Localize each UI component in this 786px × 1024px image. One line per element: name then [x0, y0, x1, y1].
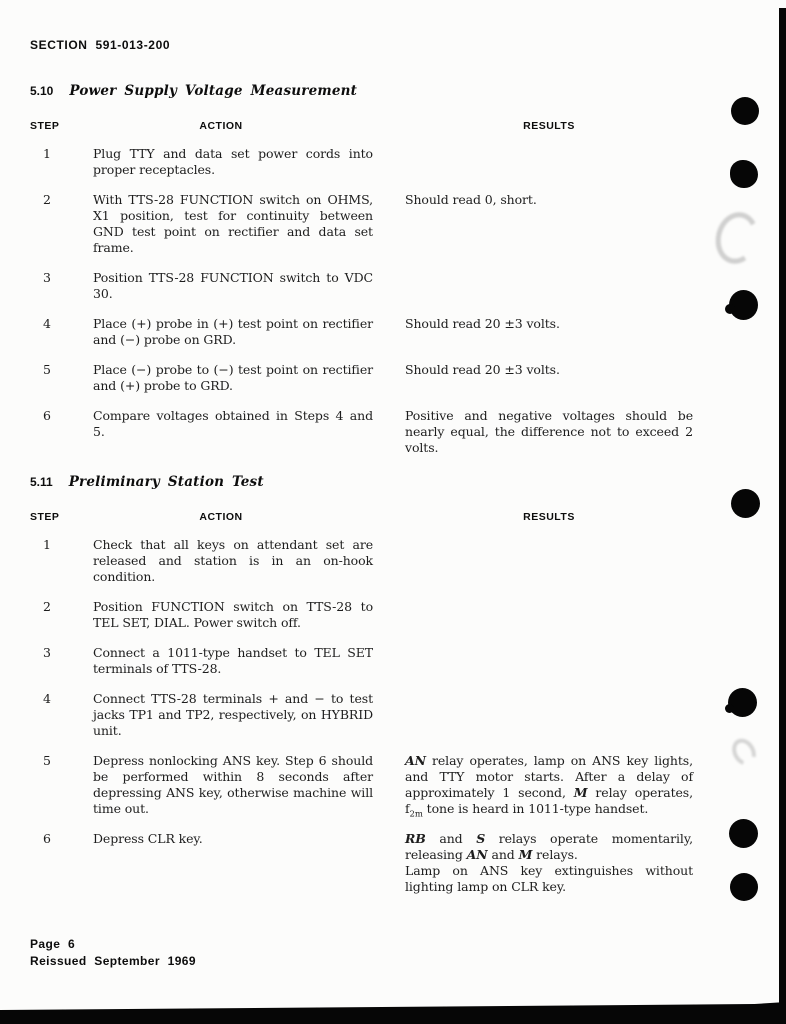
step-number: 5 [43, 753, 51, 768]
step-action: Check that all keys on attendant set are released and station is in an on-hook condition. [93, 537, 373, 584]
step-number: 3 [43, 645, 51, 660]
step-results [405, 645, 693, 677]
step-results [405, 599, 693, 631]
step-action: Place (+) probe in (+) test point on rectifier and (−) probe on GRD. [93, 316, 373, 347]
scan-edge-bottom [0, 1002, 786, 1024]
scan-edge-right [779, 8, 786, 1024]
smudge-mark [727, 734, 760, 769]
step-action: Connect TTS-28 terminals + and − to test jacks TP1 and TP2, respectively, on HYBRID unit. [93, 691, 373, 738]
step-action: Connect a 1011-type handset to TEL SET terminals of TTS-28. [93, 645, 373, 676]
column-header-results: RESULTS [523, 120, 575, 132]
section-heading-5-11 [30, 471, 693, 490]
document-section-id: SECTION 591-013-200 [30, 38, 171, 52]
section-title: Preliminary Station Test [68, 474, 264, 490]
punch-hole-mark [729, 290, 758, 320]
step-results [405, 270, 693, 302]
step-number: 4 [43, 691, 51, 706]
step-action: Depress CLR key. [93, 831, 203, 846]
step-number: 3 [43, 270, 51, 285]
table-row [30, 537, 693, 585]
step-action: Compare voltages obtained in Steps 4 and 5. [93, 408, 373, 439]
step-number: 1 [43, 537, 51, 552]
table-row [30, 691, 693, 739]
step-results [405, 691, 693, 739]
step-action: With TTS-28 FUNCTION switch on OHMS, X1 position, test for continuity between GND test point on rectifier and data set frame. [93, 192, 373, 255]
footer-reissue-date: Reissued September 1969 [30, 954, 196, 968]
step-number: 6 [43, 408, 51, 423]
step-action: Depress nonlocking ANS key. Step 6 should be performed within 8 seconds after depressing ANS key, otherwise machine will time out. [93, 753, 373, 816]
step-action: Plug TTY and data set power cords into proper receptacles. [93, 146, 373, 177]
column-header-action: ACTION [199, 511, 243, 523]
section-number: 5.11 [30, 475, 53, 489]
section-heading-5-10 [30, 80, 693, 99]
step-number: 6 [43, 831, 51, 846]
step-number: 4 [43, 316, 51, 331]
punch-hole-mark [729, 819, 758, 848]
step-number: 1 [43, 146, 51, 161]
column-header-action: ACTION [199, 120, 243, 132]
step-results: Should read 20 ±3 volts. [405, 316, 560, 331]
punch-hole-mark [728, 688, 757, 717]
table-row [30, 146, 693, 178]
column-header-step: STEP [30, 120, 60, 132]
table-row [30, 270, 693, 302]
table-row [30, 831, 693, 895]
column-header-results: RESULTS [523, 511, 575, 523]
step-results: RB and S relays operate momentarily, releasing AN and M relays. Lamp on ANS key extinguishes without lighting lamp on CLR key. [405, 831, 694, 894]
step-results: Positive and negative voltages should be nearly equal, the difference not to exceed 2 volts. [405, 408, 693, 455]
punch-hole-mark [731, 97, 759, 125]
step-action: Place (−) probe to (−) test point on rectifier and (+) probe to GRD. [93, 362, 373, 393]
table-row [30, 316, 693, 348]
smudge-mark [710, 208, 763, 269]
table-row [30, 192, 693, 256]
section-number: 5.10 [30, 84, 54, 98]
punch-hole-mark [730, 160, 758, 188]
column-header-step: STEP [30, 511, 60, 523]
step-results [405, 146, 693, 178]
step-results: Should read 20 ±3 volts. [405, 362, 560, 377]
table-row [30, 362, 693, 394]
step-number: 2 [43, 192, 51, 207]
table-column-headers [30, 120, 693, 132]
table-row [30, 408, 693, 456]
step-results: Should read 0, short. [405, 192, 537, 207]
punch-hole-mark [730, 873, 758, 901]
section-title: Power Supply Voltage Measurement [69, 83, 358, 99]
punch-hole-mark [731, 489, 760, 518]
footer-page-number: Page 6 [30, 937, 76, 951]
table-row [30, 645, 693, 677]
page-content [30, 38, 693, 895]
table-column-headers [30, 511, 693, 523]
step-results: AN relay operates, lamp on ANS key lights, and TTY motor starts. After a delay of approximately 1 second, M relay operates, $f_{2m}$ tone is heard in 1011-type handset. [405, 753, 693, 820]
table-row [30, 753, 693, 820]
page-footer [30, 936, 196, 970]
step-number: 2 [43, 599, 51, 614]
step-number: 5 [43, 362, 51, 377]
table-row [30, 599, 693, 631]
step-action: Position TTS-28 FUNCTION switch to VDC 30. [93, 270, 373, 301]
step-action: Position FUNCTION switch on TTS-28 to TEL SET, DIAL. Power switch off. [93, 599, 373, 630]
step-results [405, 537, 693, 585]
